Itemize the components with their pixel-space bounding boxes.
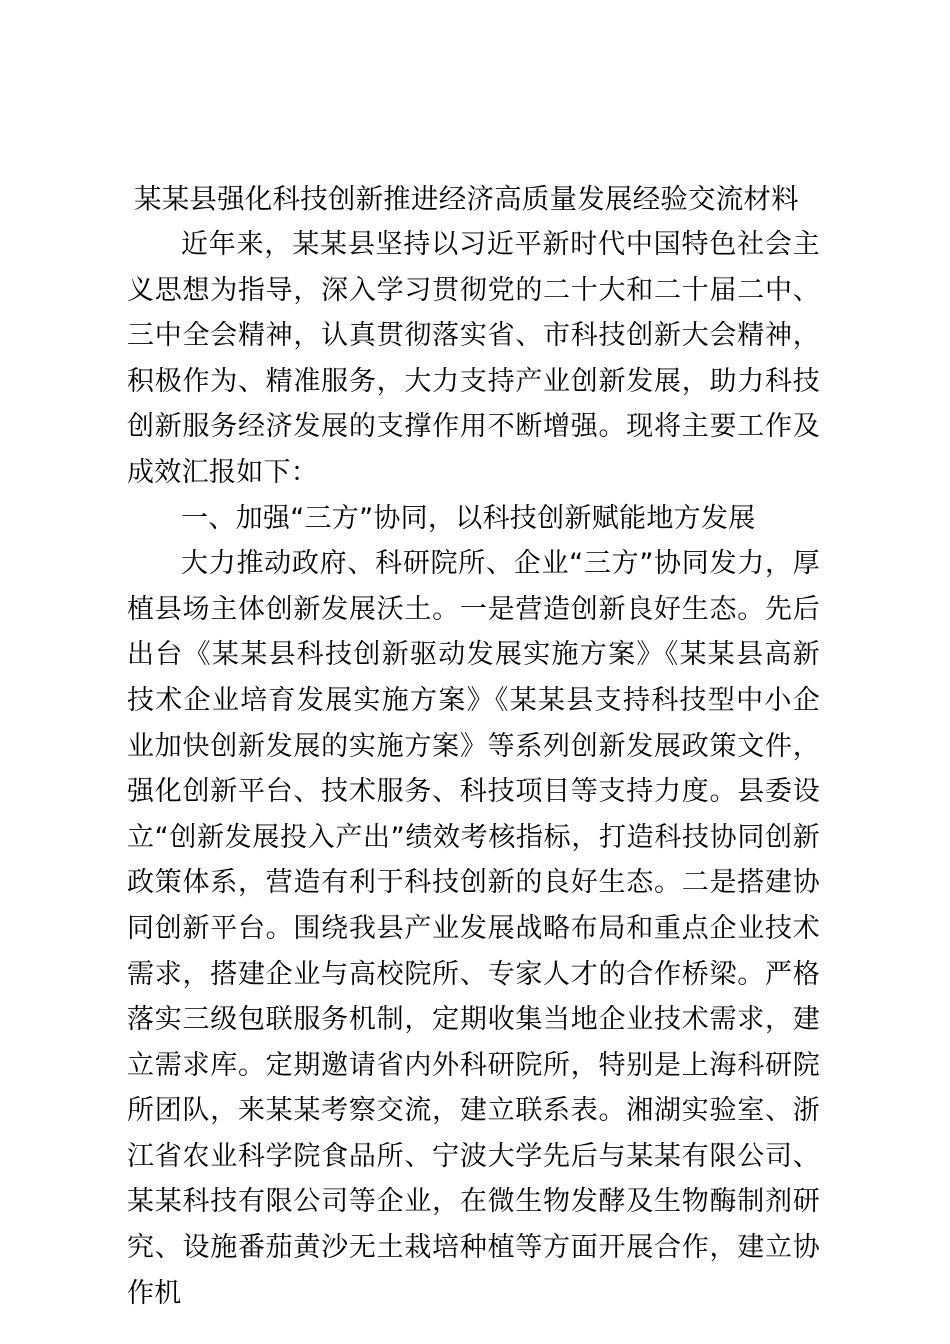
document-body <box>127 222 820 1316</box>
document-title: 某某县强化科技创新推进经济高质量发展经验交流材料 <box>134 183 799 215</box>
intro-paragraph: 近年来，某某县坚持以习近平新时代中国特色社会主义思想为指导，深入学习贯彻党的二十大和二十届二中、三中全会精神，认真贯彻落实省、市科技创新大会精神，积极作为、精准服务，大力支持产业创新发展，助力科技创新服务经济发展的支撑作用不断增强。现将主要工作及成效汇报如下： <box>127 229 820 488</box>
section-heading-1: 一、加强“三方”协同，以科技创新赋能地方发展 <box>181 502 756 534</box>
section-1-paragraph: 大力推动政府、科研院所、企业“三方”协同发力，厚植县场主体创新发展沃土。一是营造创新良好生态。先后出台《某某县科技创新驱动发展实施方案》《某某县高新技术企业培育发展实施方案》《某某县支持科技型中小企业加快创新发展的实施方案》等系列创新发展政策文件，强化创新平台、技术服务、科技项目等支持力度。县委设立“创新发展投入产出”绩效考核指标，打造科技协同创新政策体系，营造有利于科技创新的良好生态。二是搭建协同创新平台。围绕我县产业发展战略布局和重点企业技术需求，搭建企业与高校院所、专家人才的合作桥梁。严格落实三级包联服务机制，定期收集当地企业技术需求，建立需求库。定期邀请省内外科研院所，特别是上海科研院所团队，来某某考察交流，建立联系表。湘湖实验室、浙江省农业科学院食品所、宁波大学先后与某某有限公司、某某科技有限公司等企业，在微生物发酵及生物酶制剂研究、设施番茄黄沙无土栽培种植等方面开展合作，建立协作机 <box>127 548 820 1309</box>
